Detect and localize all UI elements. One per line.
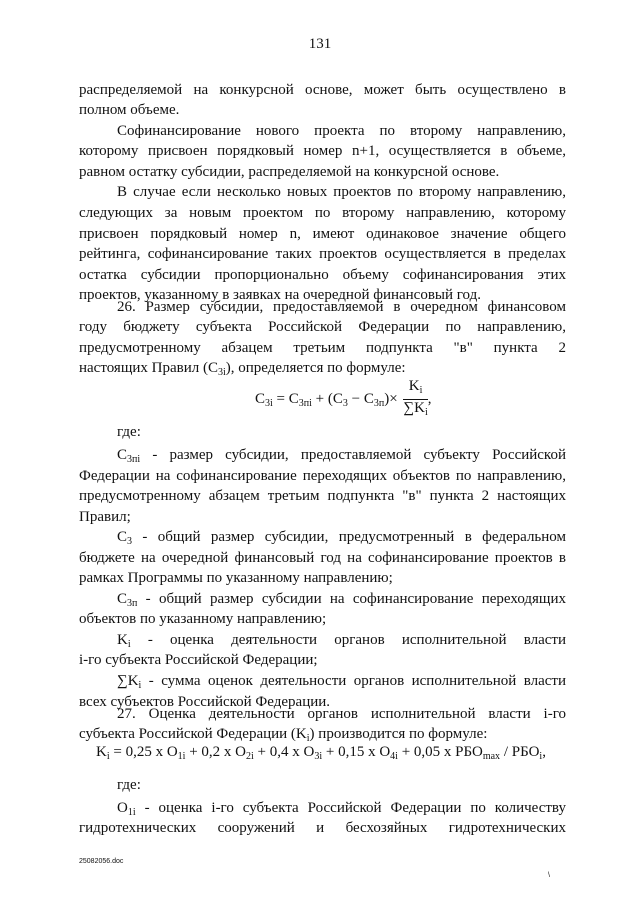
- d2-text: - общий размер субсидии, предусмотренный в федеральном: [132, 529, 566, 545]
- d5-sym: ∑K: [117, 673, 139, 689]
- p3-line3: присвоен порядковый номер n, имеют одинаковое значение общего: [79, 226, 566, 242]
- formula-c3i: [255, 378, 431, 421]
- d3-sym: C: [117, 591, 128, 607]
- f2-k: K: [96, 744, 107, 760]
- f2-o2-sub: 2i: [246, 751, 254, 762]
- d6-sym: O: [117, 800, 128, 816]
- f1-minus: − C: [347, 390, 374, 407]
- f1-denominator: [403, 400, 427, 421]
- d4-sym: K: [117, 632, 128, 648]
- f1-numerator: [403, 378, 427, 400]
- d3-sub: 3п: [127, 598, 138, 609]
- f2-t3: + 0,4 x O: [253, 744, 315, 760]
- f1-eq: = C: [272, 390, 299, 407]
- f2-max-sub: max: [482, 751, 501, 762]
- d3-line2: объектов по указанному направлению;: [79, 611, 327, 627]
- p3-line2: следующих за новым проектом по второму направлению, которому: [79, 205, 566, 221]
- p3-line4: рейтинга, софинансирование таких проектов осуществляется в пределах: [79, 246, 566, 262]
- p4-line4-text: настоящих Правил (C: [79, 360, 218, 376]
- f2-o1-sub: 1i: [177, 751, 186, 762]
- f2-rbo-sub: i: [539, 751, 543, 762]
- f2-k-sub: i: [106, 751, 110, 762]
- p3-line6: проектов, указанному в заявках на очередной финансовый год.: [79, 287, 482, 303]
- p5-line2-text: субъекта Российской Федерации (K: [79, 726, 307, 742]
- f2-t5: + 0,05 x РБО: [397, 744, 483, 760]
- page-number: 131: [308, 36, 332, 52]
- d1-line4: Правил;: [79, 509, 131, 525]
- f1-fraction: [403, 378, 427, 421]
- footer-doc-name: 25082056.doc: [79, 858, 124, 865]
- p5-line2-end: ) производится по формуле:: [309, 726, 488, 742]
- d2-sym: C: [117, 529, 128, 545]
- d4-sub: i: [127, 639, 131, 650]
- f2-t4: + 0,15 x O: [322, 744, 391, 760]
- p1-line2: полном объеме.: [79, 102, 180, 118]
- p5-line2-sub: i: [306, 733, 310, 744]
- d1-line2: Федерации на софинансирование переходящих объектов по направлению,: [79, 468, 566, 484]
- d5-sub: i: [138, 680, 142, 691]
- p1-line1: распределяемой на конкурсной основе, может быть осуществлено в: [79, 82, 566, 98]
- d6-text: - оценка i-го субъекта Российской Федерации по количеству: [135, 800, 566, 816]
- d4-text: - оценка деятельности органов исполнительной власти: [130, 632, 566, 648]
- d2-sub: 3: [127, 536, 133, 547]
- d1-sym: C: [117, 447, 128, 463]
- f1-times: )×: [384, 390, 398, 407]
- p2-line3: равном остатку субсидии, распределяемой на конкурсной основе.: [79, 164, 500, 180]
- f2-t1: = 0,25 x O: [109, 744, 178, 760]
- f1-den-sub: i: [424, 407, 428, 418]
- f2-o4-sub: 4i: [390, 751, 398, 762]
- f2-o3-sub: 3i: [314, 751, 323, 762]
- f1-c3n-sub: 3п: [373, 397, 385, 409]
- f2-t6: / РБО: [500, 744, 540, 760]
- p4-line4-end: ), определяется по формуле:: [225, 360, 406, 376]
- f1-den: ∑K: [403, 400, 425, 416]
- p4-line4-sub: 3i: [217, 367, 226, 378]
- f1-c3-sub: 3: [342, 397, 348, 409]
- d2-line2: бюджете на очередной финансовый год на софинансирование проектов в: [79, 550, 566, 566]
- p4-line3: предусмотренному абзацем третьим подпункта "в" пункта 2: [79, 340, 566, 356]
- d1-sub: 3пі: [127, 454, 141, 465]
- f1-mid: + (C: [311, 390, 343, 407]
- f1-c3ni-sub: 3пі: [298, 397, 312, 409]
- d6-line2: гидротехнических сооружений и бесхозяйных гидротехнических: [79, 820, 566, 836]
- d1-line3: предусмотренному абзацем третьим подпункта "в" пункта 2 настоящих: [79, 488, 566, 504]
- d6-sub: 1i: [127, 807, 136, 818]
- f1-comma: ,: [427, 390, 432, 407]
- d3-text: - общий размер субсидии на софинансирование переходящих: [137, 591, 566, 607]
- formula-ki: [96, 744, 546, 762]
- p4-line1: 26. Размер субсидии, предоставляемой в очередном финансовом: [117, 299, 566, 315]
- p2-line2: которому присвоен порядковый номер n+1, осуществляется в объеме,: [79, 143, 566, 159]
- d5-text: - сумма оценок деятельности органов исполнительной власти: [141, 673, 566, 689]
- f1-num: K: [408, 378, 420, 394]
- footer-mark: \: [548, 872, 550, 879]
- d2-line3: рамках Программы по указанному направлению;: [79, 570, 393, 586]
- p3-line5: остатка субсидии пропорционально объему софинансирования этих: [79, 267, 566, 283]
- d4-line2: i-го субъекта Российской Федерации;: [79, 652, 318, 668]
- p5-line1: 27. Оценка деятельности органов исполнительной власти i-го: [117, 706, 566, 722]
- where-label-1: где:: [117, 424, 141, 440]
- f1-num-sub: i: [419, 385, 423, 396]
- d1-text: - размер субсидии, предоставляемой субъекту Российской: [140, 447, 566, 463]
- p2-line1: Софинансирование нового проекта по второму направлению,: [117, 123, 566, 139]
- where-label-2: где:: [117, 777, 141, 793]
- f1-left: C: [255, 390, 266, 407]
- p3-line1: В случае если несколько новых проектов по второму направлению,: [117, 184, 566, 200]
- f1-left-sub: 3i: [265, 397, 273, 409]
- p4-line2: году бюджету субъекта Российской Федерации по направлению,: [79, 319, 566, 335]
- f2-comma: ,: [542, 744, 546, 760]
- d5-line2: всех субъектов Российской Федерации.: [79, 694, 331, 710]
- f2-t2: + 0,2 x O: [185, 744, 246, 760]
